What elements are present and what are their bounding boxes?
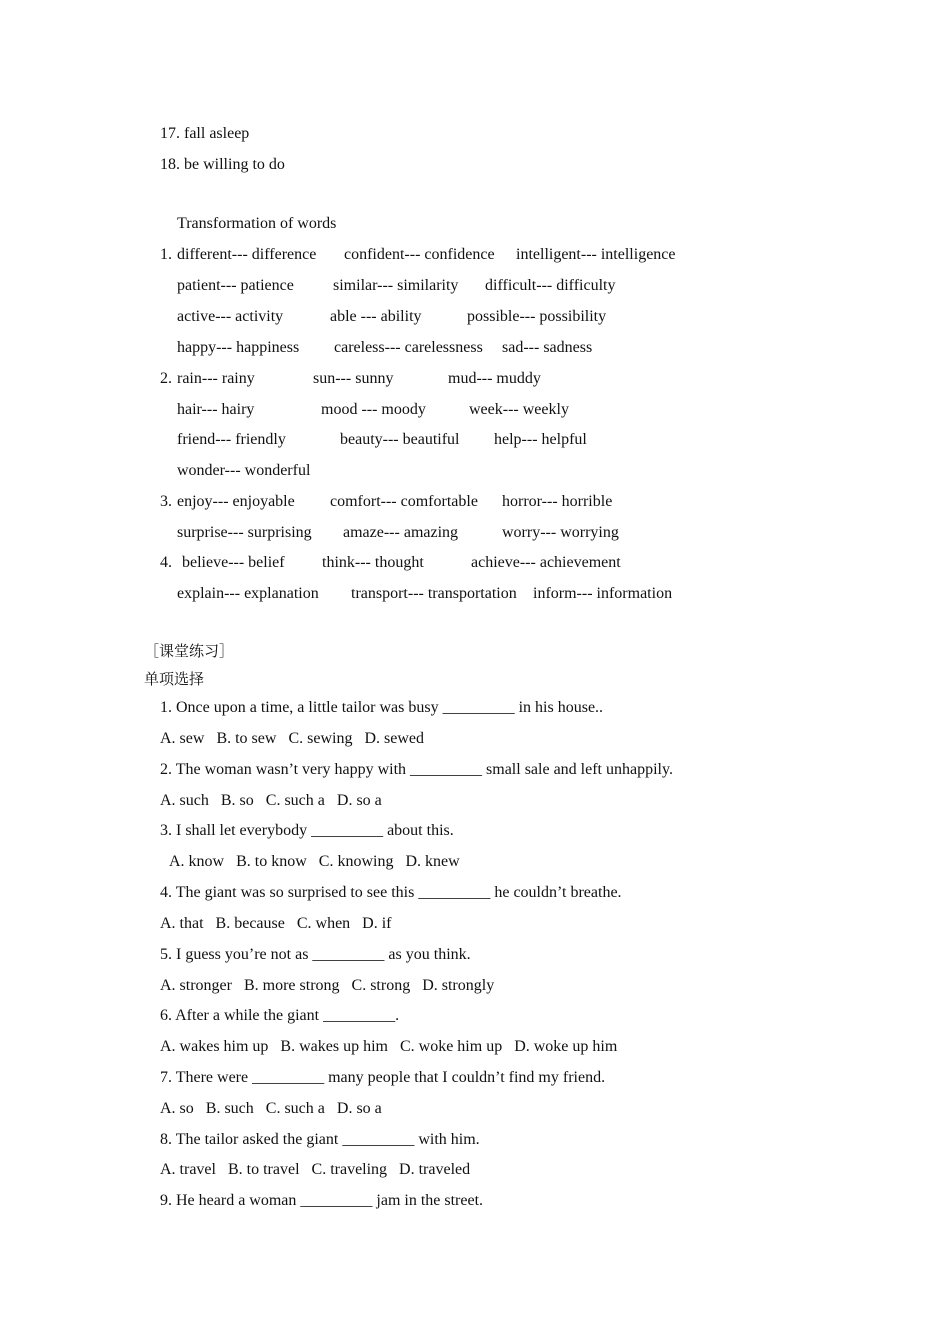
word-pair: comfort--- comfortable <box>330 493 478 510</box>
question-options: A. that B. because C. when D. if <box>160 915 392 932</box>
word-pair: happy--- happiness <box>177 339 300 356</box>
question-text: 7. There were _________ many people that I couldn’t find my friend. <box>160 1069 606 1086</box>
question-options: A. so B. such C. such a D. so a <box>160 1100 382 1117</box>
word-pair: help--- helpful <box>494 431 587 448</box>
word-pair: beauty--- beautiful <box>340 431 460 448</box>
group-number: 1. <box>160 246 172 263</box>
word-pair: explain--- explanation <box>177 585 319 602</box>
word-pair: transport--- transportation <box>351 585 517 602</box>
word-pair: worry--- worrying <box>502 524 619 541</box>
word-pair: possible--- possibility <box>467 308 607 325</box>
word-pair: difficult--- difficulty <box>485 277 616 294</box>
phrase-item: 18. be willing to do <box>160 156 285 173</box>
question-text: 3. I shall let everybody _________ about this. <box>160 822 454 839</box>
practice-section-title: ［课堂练习］ <box>144 642 235 660</box>
question-options: A. wakes him up B. wakes up him C. woke him up D. woke up him <box>160 1038 618 1055</box>
word-pair: confident--- confidence <box>344 246 495 263</box>
word-pair: mud--- muddy <box>448 370 541 387</box>
question-text: 5. I guess you’re not as _________ as you think. <box>160 946 471 963</box>
word-pair: believe--- belief <box>182 554 285 571</box>
question-text: 8. The tailor asked the giant _________ with him. <box>160 1131 480 1148</box>
word-pair: similar--- similarity <box>333 277 459 294</box>
word-pair: different--- difference <box>177 246 317 263</box>
word-pair: rain--- rainy <box>177 370 255 387</box>
word-pair: intelligent--- intelligence <box>516 246 676 263</box>
question-options: A. such B. so C. such a D. so a <box>160 792 382 809</box>
question-text: 1. Once upon a time, a little tailor was busy _________ in his house.. <box>160 699 604 716</box>
word-pair: active--- activity <box>177 308 284 325</box>
word-pair: wonder--- wonderful <box>177 462 311 479</box>
word-pair: enjoy--- enjoyable <box>177 493 295 510</box>
word-pair: amaze--- amazing <box>343 524 459 541</box>
word-pair: think--- thought <box>322 554 424 571</box>
practice-subtitle: 单项选择 <box>144 670 205 688</box>
word-pair: hair--- hairy <box>177 401 255 418</box>
group-number: 2. <box>160 370 172 387</box>
question-text: 9. He heard a woman _________ jam in the street. <box>160 1192 484 1209</box>
word-pair: patient--- patience <box>177 277 294 294</box>
word-pair: week--- weekly <box>469 401 569 418</box>
question-text: 4. The giant was so surprised to see this _________ he couldn’t breathe. <box>160 884 622 901</box>
word-pair: horror--- horrible <box>502 493 613 510</box>
question-options: A. know B. to know C. knowing D. knew <box>169 853 460 870</box>
phrase-item: 17. fall asleep <box>160 125 250 142</box>
question-options: A. stronger B. more strong C. strong D. strongly <box>160 977 495 994</box>
question-options: A. travel B. to travel C. traveling D. traveled <box>160 1161 471 1178</box>
group-number: 4. <box>160 554 172 571</box>
section-heading: Transformation of words <box>177 215 337 232</box>
word-pair: mood --- moody <box>321 401 426 418</box>
word-pair: able --- ability <box>330 308 422 325</box>
question-options: A. sew B. to sew C. sewing D. sewed <box>160 730 424 747</box>
word-pair: surprise--- surprising <box>177 524 312 541</box>
word-pair: careless--- carelessness <box>334 339 483 356</box>
group-number: 3. <box>160 493 172 510</box>
question-text: 2. The woman wasn’t very happy with _________ small sale and left unhappily. <box>160 761 673 778</box>
word-pair: sun--- sunny <box>313 370 394 387</box>
question-text: 6. After a while the giant _________. <box>160 1007 400 1024</box>
word-pair: sad--- sadness <box>502 339 593 356</box>
word-pair: inform--- information <box>533 585 673 602</box>
word-pair: achieve--- achievement <box>471 554 621 571</box>
word-pair: friend--- friendly <box>177 431 286 448</box>
